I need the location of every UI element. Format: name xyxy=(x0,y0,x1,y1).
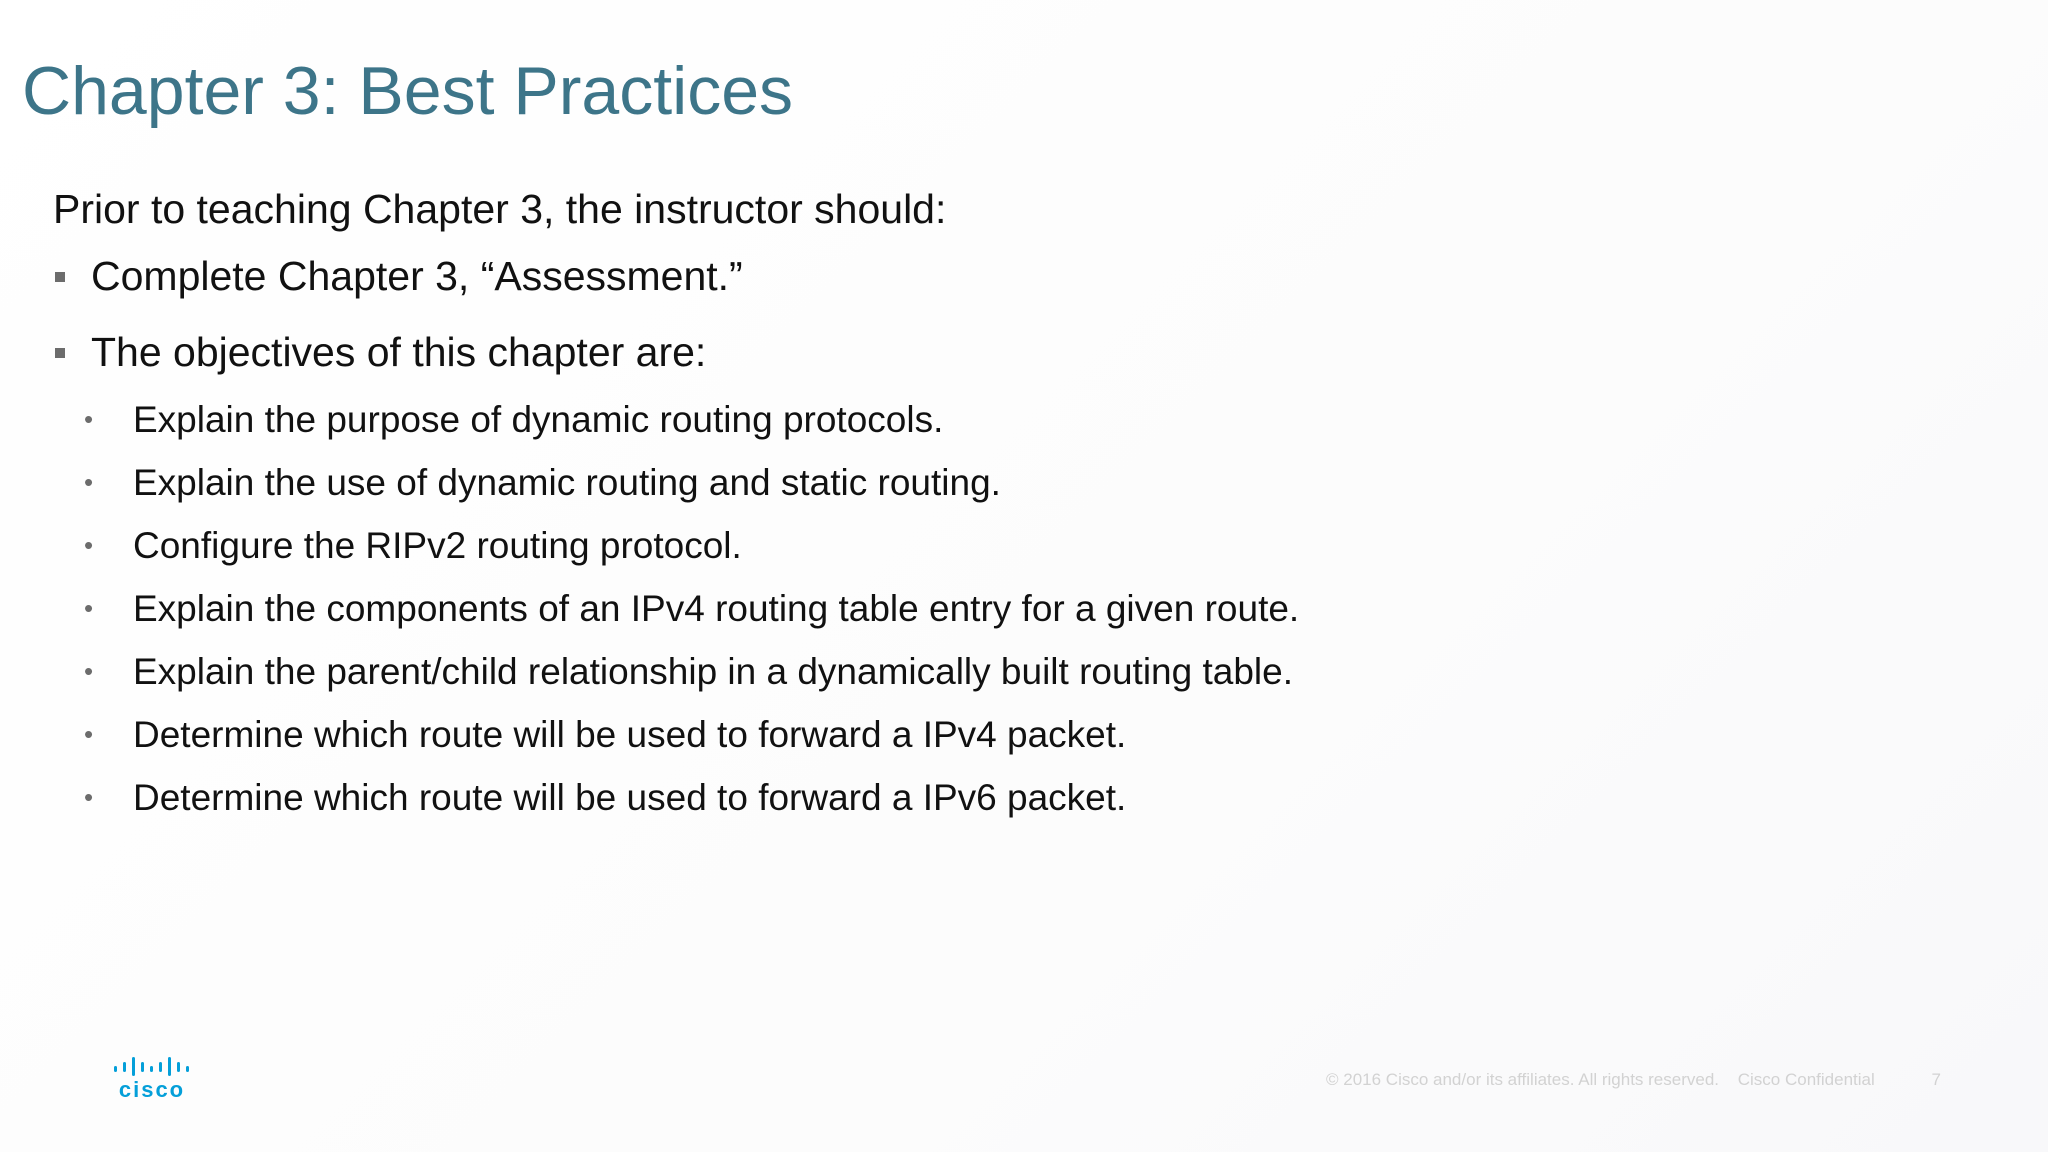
square-bullet-icon xyxy=(55,272,65,282)
objectives-list xyxy=(53,388,1953,829)
objective-item xyxy=(53,388,1953,451)
cisco-bars-icon xyxy=(112,1055,192,1077)
objective-text: Determine which route will be used to forward a IPv6 packet. xyxy=(133,777,1127,818)
cisco-wordmark: cisco xyxy=(118,1077,186,1102)
objective-item xyxy=(53,577,1953,640)
dot-bullet-icon: • xyxy=(84,719,94,749)
objective-item xyxy=(53,514,1953,577)
copyright-text: © 2016 Cisco and/or its affiliates. All rights reserved. xyxy=(1326,1070,1720,1089)
dot-bullet-icon: • xyxy=(84,530,94,560)
bullet-assessment xyxy=(53,238,1953,314)
objective-text: Configure the RIPv2 routing protocol. xyxy=(133,525,742,566)
objective-text: Explain the parent/child relationship in a dynamically built routing table. xyxy=(133,651,1294,692)
intro-text: Prior to teaching Chapter 3, the instructor should: xyxy=(53,186,947,232)
dot-bullet-icon: • xyxy=(84,782,94,812)
dot-bullet-icon: • xyxy=(84,593,94,623)
slide-title: Chapter 3: Best Practices xyxy=(22,53,794,129)
dot-bullet-icon: • xyxy=(84,404,94,434)
dot-bullet-icon: • xyxy=(84,656,94,686)
objective-item xyxy=(53,640,1953,703)
footer xyxy=(1326,1070,1941,1090)
objective-text: Explain the components of an IPv4 routing table entry for a given route. xyxy=(133,588,1300,629)
dot-bullet-icon: • xyxy=(84,467,94,497)
slide-body xyxy=(53,180,1953,829)
bullet-text: The objectives of this chapter are: xyxy=(91,329,707,375)
cisco-logo xyxy=(112,1055,192,1101)
objective-item xyxy=(53,766,1953,829)
objective-text: Explain the purpose of dynamic routing protocols. xyxy=(133,399,944,440)
objective-text: Explain the use of dynamic routing and static routing. xyxy=(133,462,1001,503)
page-number: 7 xyxy=(1931,1070,1941,1089)
objective-item xyxy=(53,451,1953,514)
bullet-text: Complete Chapter 3, “Assessment.” xyxy=(91,253,743,299)
square-bullet-icon xyxy=(55,348,65,358)
objective-text: Determine which route will be used to forward a IPv4 packet. xyxy=(133,714,1127,755)
objective-item xyxy=(53,703,1953,766)
confidential-label: Cisco Confidential xyxy=(1737,1070,1875,1089)
bullet-objectives xyxy=(53,314,1953,390)
